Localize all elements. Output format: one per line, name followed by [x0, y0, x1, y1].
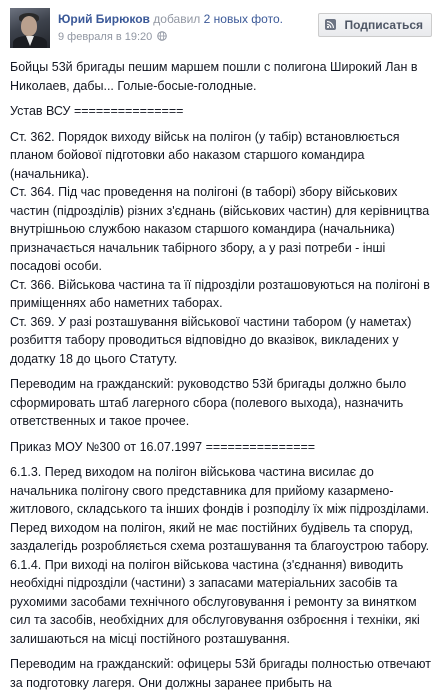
- post-meta: [58, 30, 167, 44]
- post-paragraph: Бойцы 53й бригады пешим маршем пошли с полигона Широкий Лан в Николаев, дабы... Голые-босые-голодные.: [10, 60, 418, 93]
- post-paragraph: Переводим на гражданский: руководство 53й бригады должно было сформировать штаб лагерного сбора (полевого выхода), назначить ответственных и такое прочее.: [10, 377, 407, 428]
- post-paragraph: 6.1.3. Перед виходом на полігон військова частина висилає до начальника полігону свого представника для прийому казармено-житлового, складського та інших фондів і розподілу їх між підрозділами. Перед виходом на полігон, який не має постійних будівель та споруд, заздалегідь розробляється схема розташування та благоустрою табору. 6.1.4. При виході на полігон військова частина (з'єднання) виводить необхідні підрозділи (частини) з запасами матеріальних засобів та рухомими засобами технічного обслуговування і ремонту за винятком сил та засобів, необхідних для обслуговування озброєння і техніки, які залишаються на місці постійного розташування.: [10, 465, 430, 646]
- globe-icon[interactable]: [157, 31, 167, 41]
- subscribe-label: Подписаться: [344, 18, 423, 32]
- avatar[interactable]: [10, 8, 50, 48]
- post-headline: [58, 11, 283, 27]
- post-action-text: добавил: [153, 12, 201, 26]
- post-paragraph: Устав ВСУ ===============: [10, 104, 184, 118]
- subscribe-button[interactable]: [318, 13, 432, 37]
- post-header: [0, 0, 442, 58]
- post-paragraph: Переводим на гражданский: офицеры 53й бригады полностью отвечают за подготовку лагеря. Они должны заранее прибыть на: [10, 657, 431, 690]
- post-timestamp[interactable]: 9 февраля в 19:20: [58, 31, 153, 43]
- new-photos-link[interactable]: 2 новых фото.: [203, 12, 283, 26]
- post-body: [0, 58, 442, 691]
- post-paragraph: Ст. 362. Порядок виходу військ на полігон (у табір) встановлюється планом бойової підготовки або наказом старшого командира (начальника). Ст. 364. Під час проведення на полігоні (в таборі) збору військових частин (підрозділів) різних з'єднань (військових частин) для керівництва внутрішньою службою наказом старшого командира (начальника) призначається начальник табірного збору, а у разі потреби - інші посадові особи. Ст. 366. Військова частина та її підрозділи розташовуються на полігоні в приміщеннях або наметних таборах. Ст. 369. У разі розташування військової частини табором (у наметах) розбиття табору проводиться відповідно до вказівок, викладених у додатку 18 до цього Статуту.: [10, 129, 430, 366]
- post-paragraph: Приказ МОУ №300 от 16.07.1997 ===============: [10, 439, 316, 454]
- rss-icon: [325, 15, 336, 26]
- author-name-link[interactable]: Юрий Бирюков: [58, 12, 150, 26]
